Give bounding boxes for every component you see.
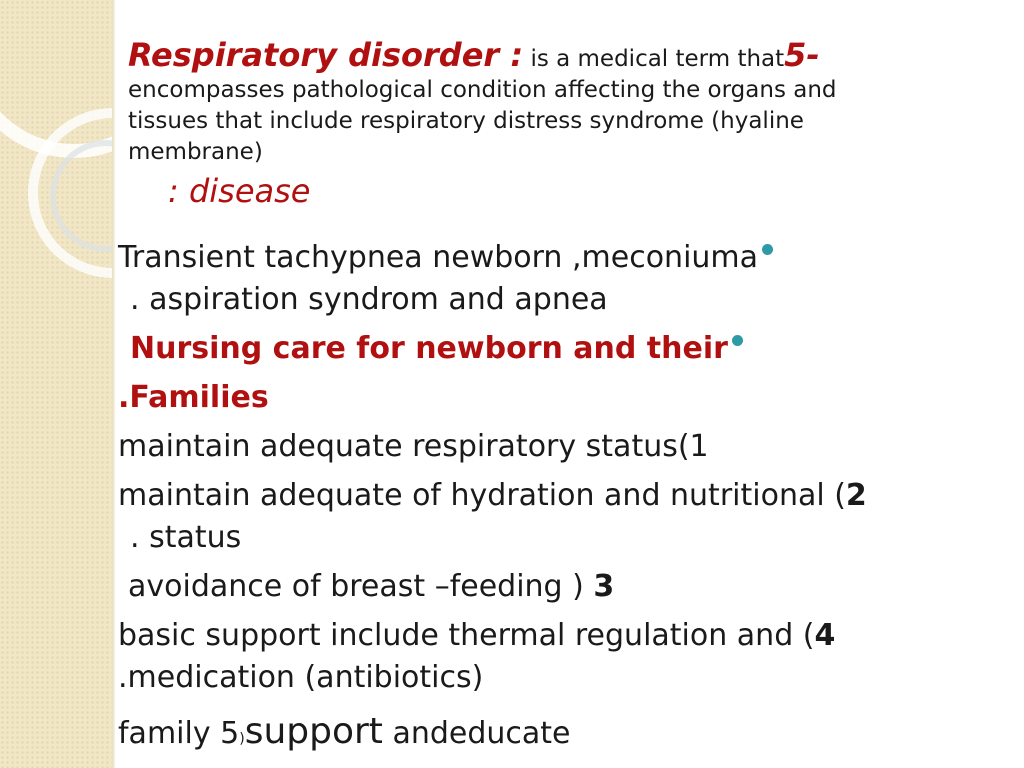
care-item-4-number: 4 <box>814 618 836 653</box>
care-item-5-and: and <box>392 716 449 751</box>
care-item-3-text: avoidance of breast –feeding ) <box>128 569 584 604</box>
care-item-3-number: 3 <box>593 569 615 604</box>
bullet-dot-icon <box>762 244 773 255</box>
definition-line-1: encompasses pathological condition affecting the organs and <box>128 77 837 103</box>
care-item-2 <box>118 476 867 516</box>
title-intro: is a medical term that <box>530 46 785 72</box>
definition-line-2: tissues that include respiratory distress syndrome (hyaline <box>128 108 804 134</box>
care-item-5 <box>118 712 571 759</box>
title-number: 5- <box>784 36 820 74</box>
bullet-item-2-line-1 <box>130 329 743 369</box>
care-item-1: maintain adequate respiratory status(1 <box>118 429 709 464</box>
bullet-item-1-line-2: . aspiration syndrom and apnea <box>130 282 608 317</box>
care-item-5-support: support <box>244 711 383 752</box>
bullet-text: Transient tachypnea newborn ,meconiuma <box>118 240 759 275</box>
title-block <box>128 36 968 168</box>
care-item-2-continued: . status <box>130 520 242 555</box>
title-line <box>128 36 968 75</box>
bullet-dot-icon <box>732 335 743 346</box>
care-item-5-paren: ) <box>239 731 245 747</box>
bullet-item-2-line-2: .Families <box>118 380 269 415</box>
care-item-4-continued: .medication (antibiotics) <box>118 660 484 695</box>
definition-line-3: membrane) <box>128 139 263 165</box>
title-term: Respiratory disorder : <box>128 36 524 74</box>
care-item-4 <box>118 616 835 656</box>
care-item-3 <box>128 567 614 607</box>
care-item-5-educate: educate <box>448 716 571 751</box>
care-item-2-text: maintain adequate of hydration and nutritional ( <box>118 478 846 513</box>
bullet-text: Nursing care for newborn and their <box>130 331 728 366</box>
care-item-2-number: 2 <box>845 478 867 513</box>
disease-label: : disease <box>168 172 311 210</box>
care-item-4-text: basic support include thermal regulation and ( <box>118 618 815 653</box>
care-item-5-lead: family 5 <box>118 716 240 751</box>
bullet-item-1-line-1 <box>118 238 773 278</box>
